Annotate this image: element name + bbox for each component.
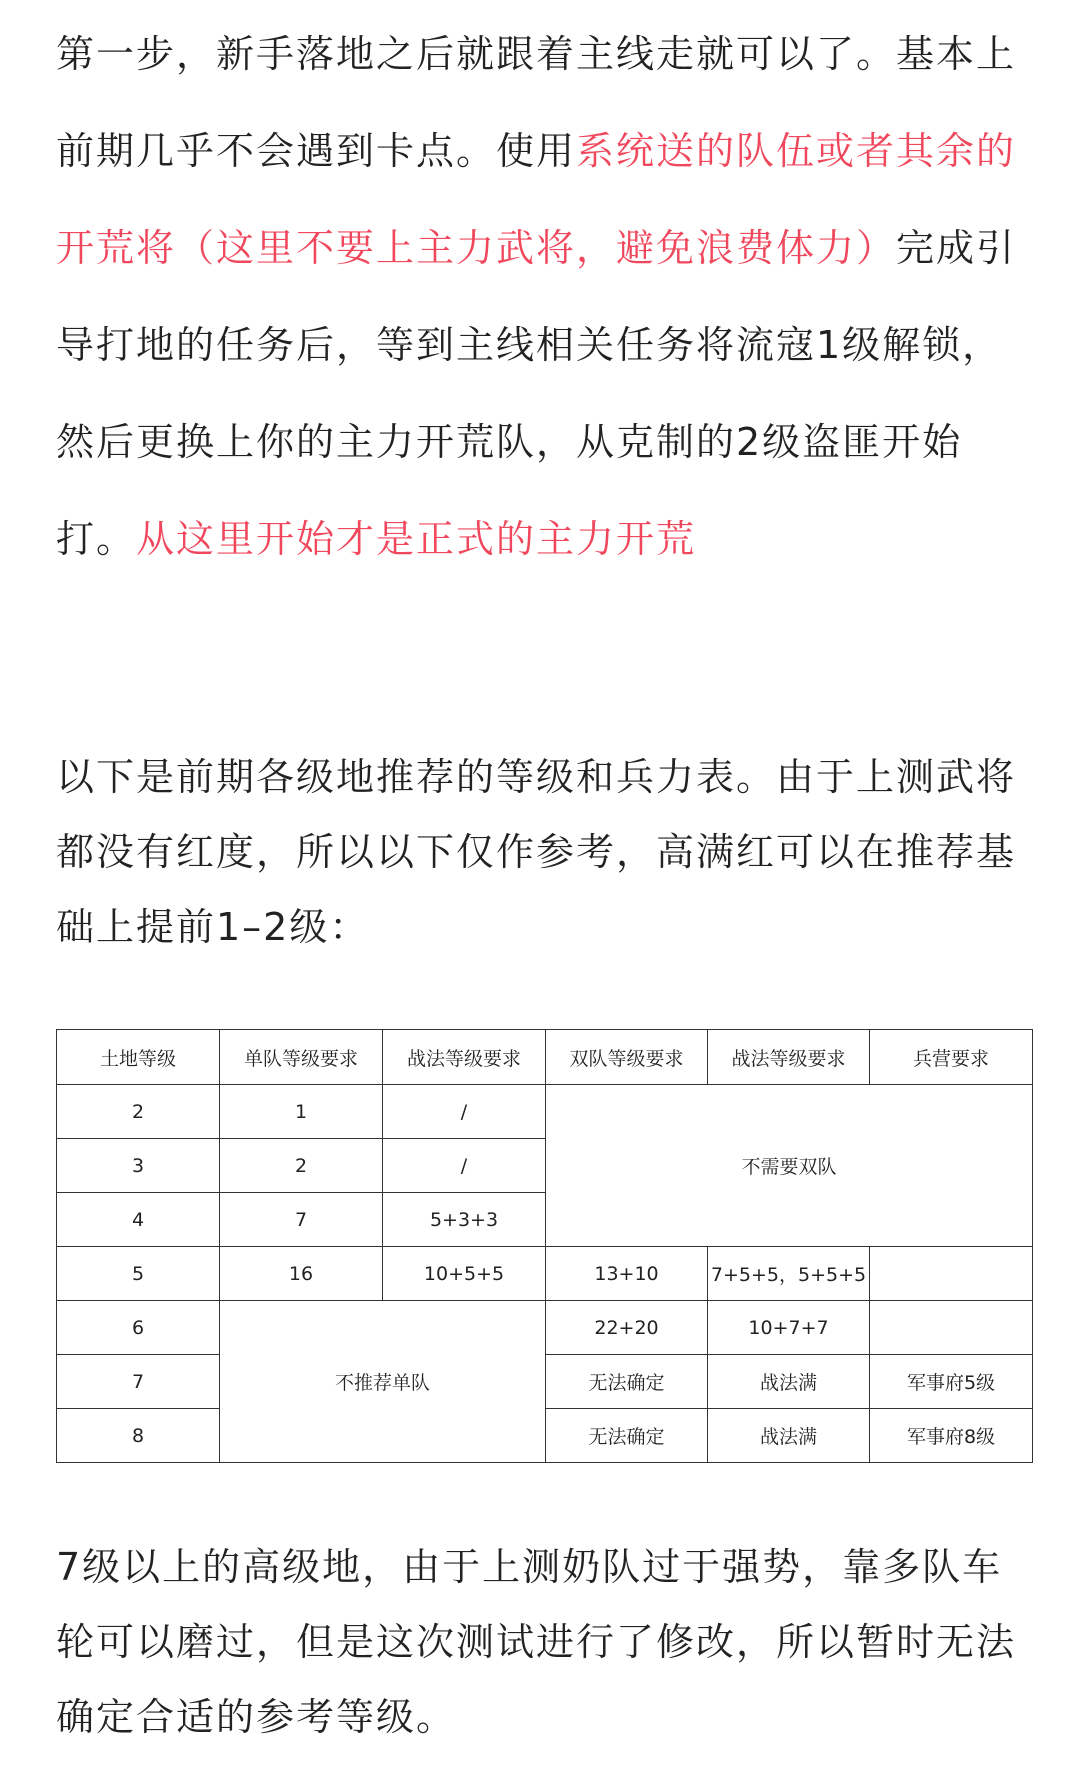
cell-double-tactic-level: 战法满	[708, 1355, 870, 1409]
cell-double-level: 13+10	[546, 1247, 708, 1301]
header-land-level: 土地等级	[57, 1030, 220, 1085]
intro-paragraph	[56, 6, 1036, 588]
header-barracks: 兵营要求	[870, 1030, 1033, 1085]
header-double-team-level: 双队等级要求	[546, 1030, 708, 1085]
conclusion-paragraph: 7级以上的高级地，由于上测奶队过于强势，靠多队车轮可以磨过，但是这次测试进行了修改，所以暂时无法确定合适的参考等级。	[56, 1545, 1017, 1739]
header-double-tactic-level: 战法等级要求	[708, 1030, 870, 1085]
cell-double-tactic-level: 7+5+5，5+5+5	[708, 1247, 870, 1301]
cell-double-level: 无法确定	[546, 1409, 708, 1463]
header-tactic-level: 战法等级要求	[383, 1030, 546, 1085]
cell-double-tactic-level: 战法满	[708, 1409, 870, 1463]
cell-double-tactic-level: 10+7+7	[708, 1301, 870, 1355]
cell-tactic-level: /	[383, 1139, 546, 1193]
cell-land-level: 5	[57, 1247, 220, 1301]
intro-highlight-1: 系统送的队伍或者其余的开荒将（这里不要上主力武将，避免浪费体力）	[56, 129, 1017, 270]
cell-barracks	[870, 1301, 1033, 1355]
cell-land-level: 2	[57, 1085, 220, 1139]
table-row	[57, 1247, 1033, 1301]
cell-tactic-level: /	[383, 1085, 546, 1139]
cell-land-level: 7	[57, 1355, 220, 1409]
cell-single-level: 2	[220, 1139, 383, 1193]
cell-land-level: 3	[57, 1139, 220, 1193]
cell-no-single-team: 不推荐单队	[220, 1301, 546, 1463]
cell-barracks	[870, 1247, 1033, 1301]
intro-text-1: 第一步，新手落地之后就跟着主线走就可以了。基本上前期几乎不会遇到卡点。使用	[56, 32, 1017, 173]
intro-highlight-2: 从这里开始才是正式的主力开荒	[136, 517, 697, 561]
cell-barracks: 军事府5级	[870, 1355, 1033, 1409]
intro-text-2: 完成引导打地的任务后，等到主线相关任务将流寇1级解锁，然后更换上你的主力开荒队，从克制的2级盗匪开始打。	[56, 226, 1017, 561]
cell-barracks: 军事府8级	[870, 1409, 1033, 1463]
table-header-row	[57, 1030, 1033, 1085]
cell-tactic-level: 5+3+3	[383, 1193, 546, 1247]
cell-single-level: 16	[220, 1247, 383, 1301]
cell-double-level: 无法确定	[546, 1355, 708, 1409]
table-intro-paragraph: 以下是前期各级地推荐的等级和兵力表。由于上测武将都没有红度，所以以下仅作参考，高满红可以在推荐基础上提前1–2级：	[56, 755, 1017, 949]
cell-single-level: 7	[220, 1193, 383, 1247]
cell-single-level: 1	[220, 1085, 383, 1139]
table-row	[57, 1301, 1033, 1355]
table-row	[57, 1085, 1033, 1139]
cell-tactic-level: 10+5+5	[383, 1247, 546, 1301]
cell-land-level: 4	[57, 1193, 220, 1247]
cell-no-double-team: 不需要双队	[546, 1085, 1033, 1247]
cell-land-level: 6	[57, 1301, 220, 1355]
cell-double-level: 22+20	[546, 1301, 708, 1355]
cell-land-level: 8	[57, 1409, 220, 1463]
header-single-team-level: 单队等级要求	[220, 1030, 383, 1085]
land-level-table	[56, 1029, 1033, 1463]
